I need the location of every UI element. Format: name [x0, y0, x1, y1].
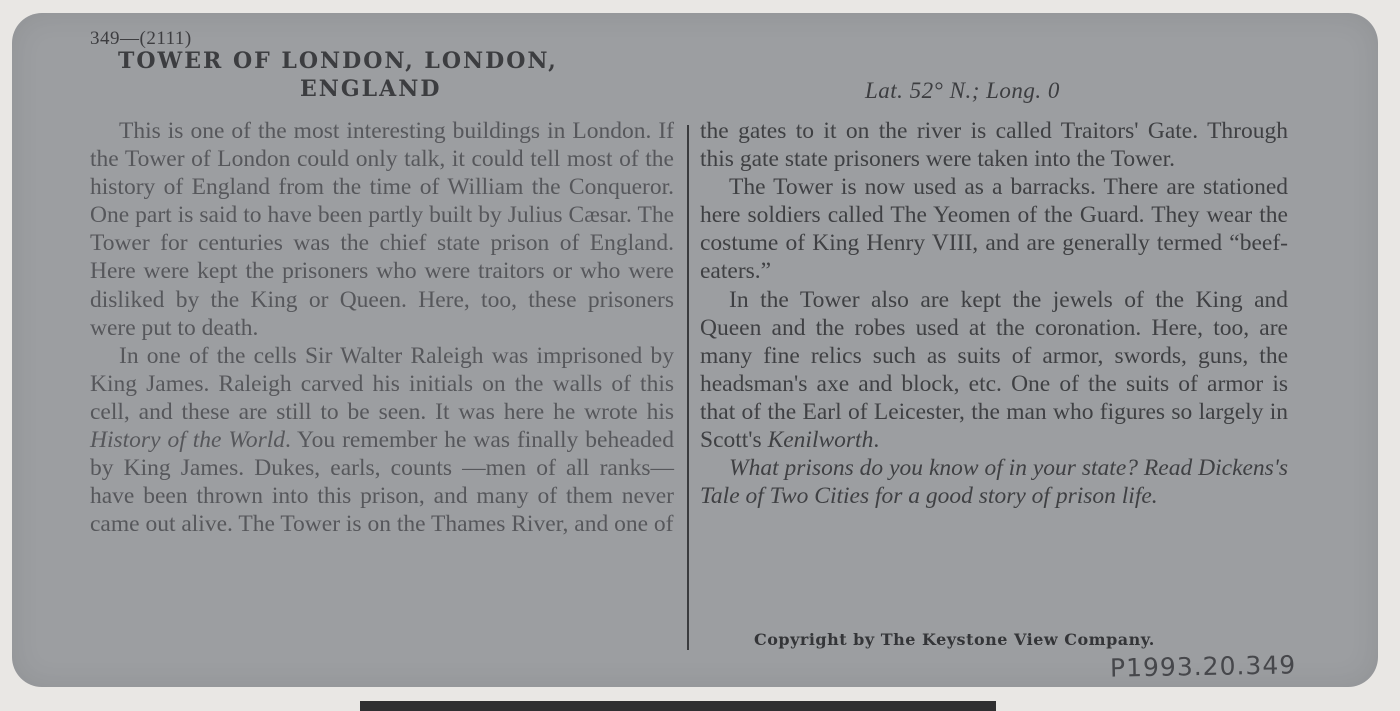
- copyright-line: Copyright by The Keystone View Company.: [754, 630, 1155, 649]
- left-p2-text-b: . You remember he was finally beheaded by King James. Dukes, earls, counts —men of all ranks—have been thrown into this prison, and many of them never came out alive. The Tower is on the Thames River, and one of: [90, 427, 674, 538]
- lat-long: Lat. 52° N.; Long. 0: [865, 78, 1060, 103]
- left-paragraph-1: This is one of the most interesting buildings in London. If the Tower of London could only talk, it could tell most of the history of England from the time of William the Conqueror. One part is said to have been partly built by Julius Cæsar. The Tower for centuries was the chief state prison of England. Here were kept the prisoners who were traitors or who were disliked by the King or Queen. Here, too, these prisoners were put to death.: [90, 118, 674, 341]
- accession-number: P1993.20.349: [1109, 650, 1297, 683]
- right-column: [700, 117, 1288, 510]
- title-line-2: ENGLAND: [300, 76, 442, 102]
- catalog-number: 349—(2111): [90, 28, 192, 49]
- right-paragraph-3: [700, 286, 1288, 455]
- left-p2-book-title: History of the World: [90, 427, 285, 454]
- title-line-1: TOWER OF LONDON, LONDON,: [118, 48, 558, 74]
- study-question: What prisons do you know of in your state? Read Dickens's Tale of Two Cities for a good story of prison life.: [700, 455, 1288, 510]
- left-paragraph-2: [90, 342, 674, 539]
- right-p3-text-b: .: [873, 427, 880, 454]
- left-p2-text-a: In one of the cells Sir Walter Raleigh was imprisoned by King James. Raleigh carved his initials on the walls of this cell, and these are still to be seen. It was here he wrote his: [90, 342, 674, 425]
- right-p3-book-title: Kenilworth: [767, 427, 874, 454]
- right-paragraph-1: the gates to it on the river is called Traitors' Gate. Through this gate state prisoners were taken into the Tower.: [700, 118, 1288, 173]
- right-p3-text-a: In the Tower also are kept the jewels of the King and Queen and the robes used at the coronation. Here, too, are many fine relics such as suits of armor, swords, guns, the headsman's axe and block, etc. One of the suits of armor is that of the Earl of Leicester, the man who figures so largely in Scott's: [700, 286, 1288, 454]
- right-paragraph-2: The Tower is now used as a barracks. There are stationed here soldiers called The Yeomen of the Guard. They wear the costume of King Henry VIII, and are generally termed “beef-eaters.”: [700, 174, 1288, 285]
- left-column: [90, 117, 674, 538]
- card-edge-strip: [360, 701, 996, 711]
- column-divider: [687, 125, 689, 650]
